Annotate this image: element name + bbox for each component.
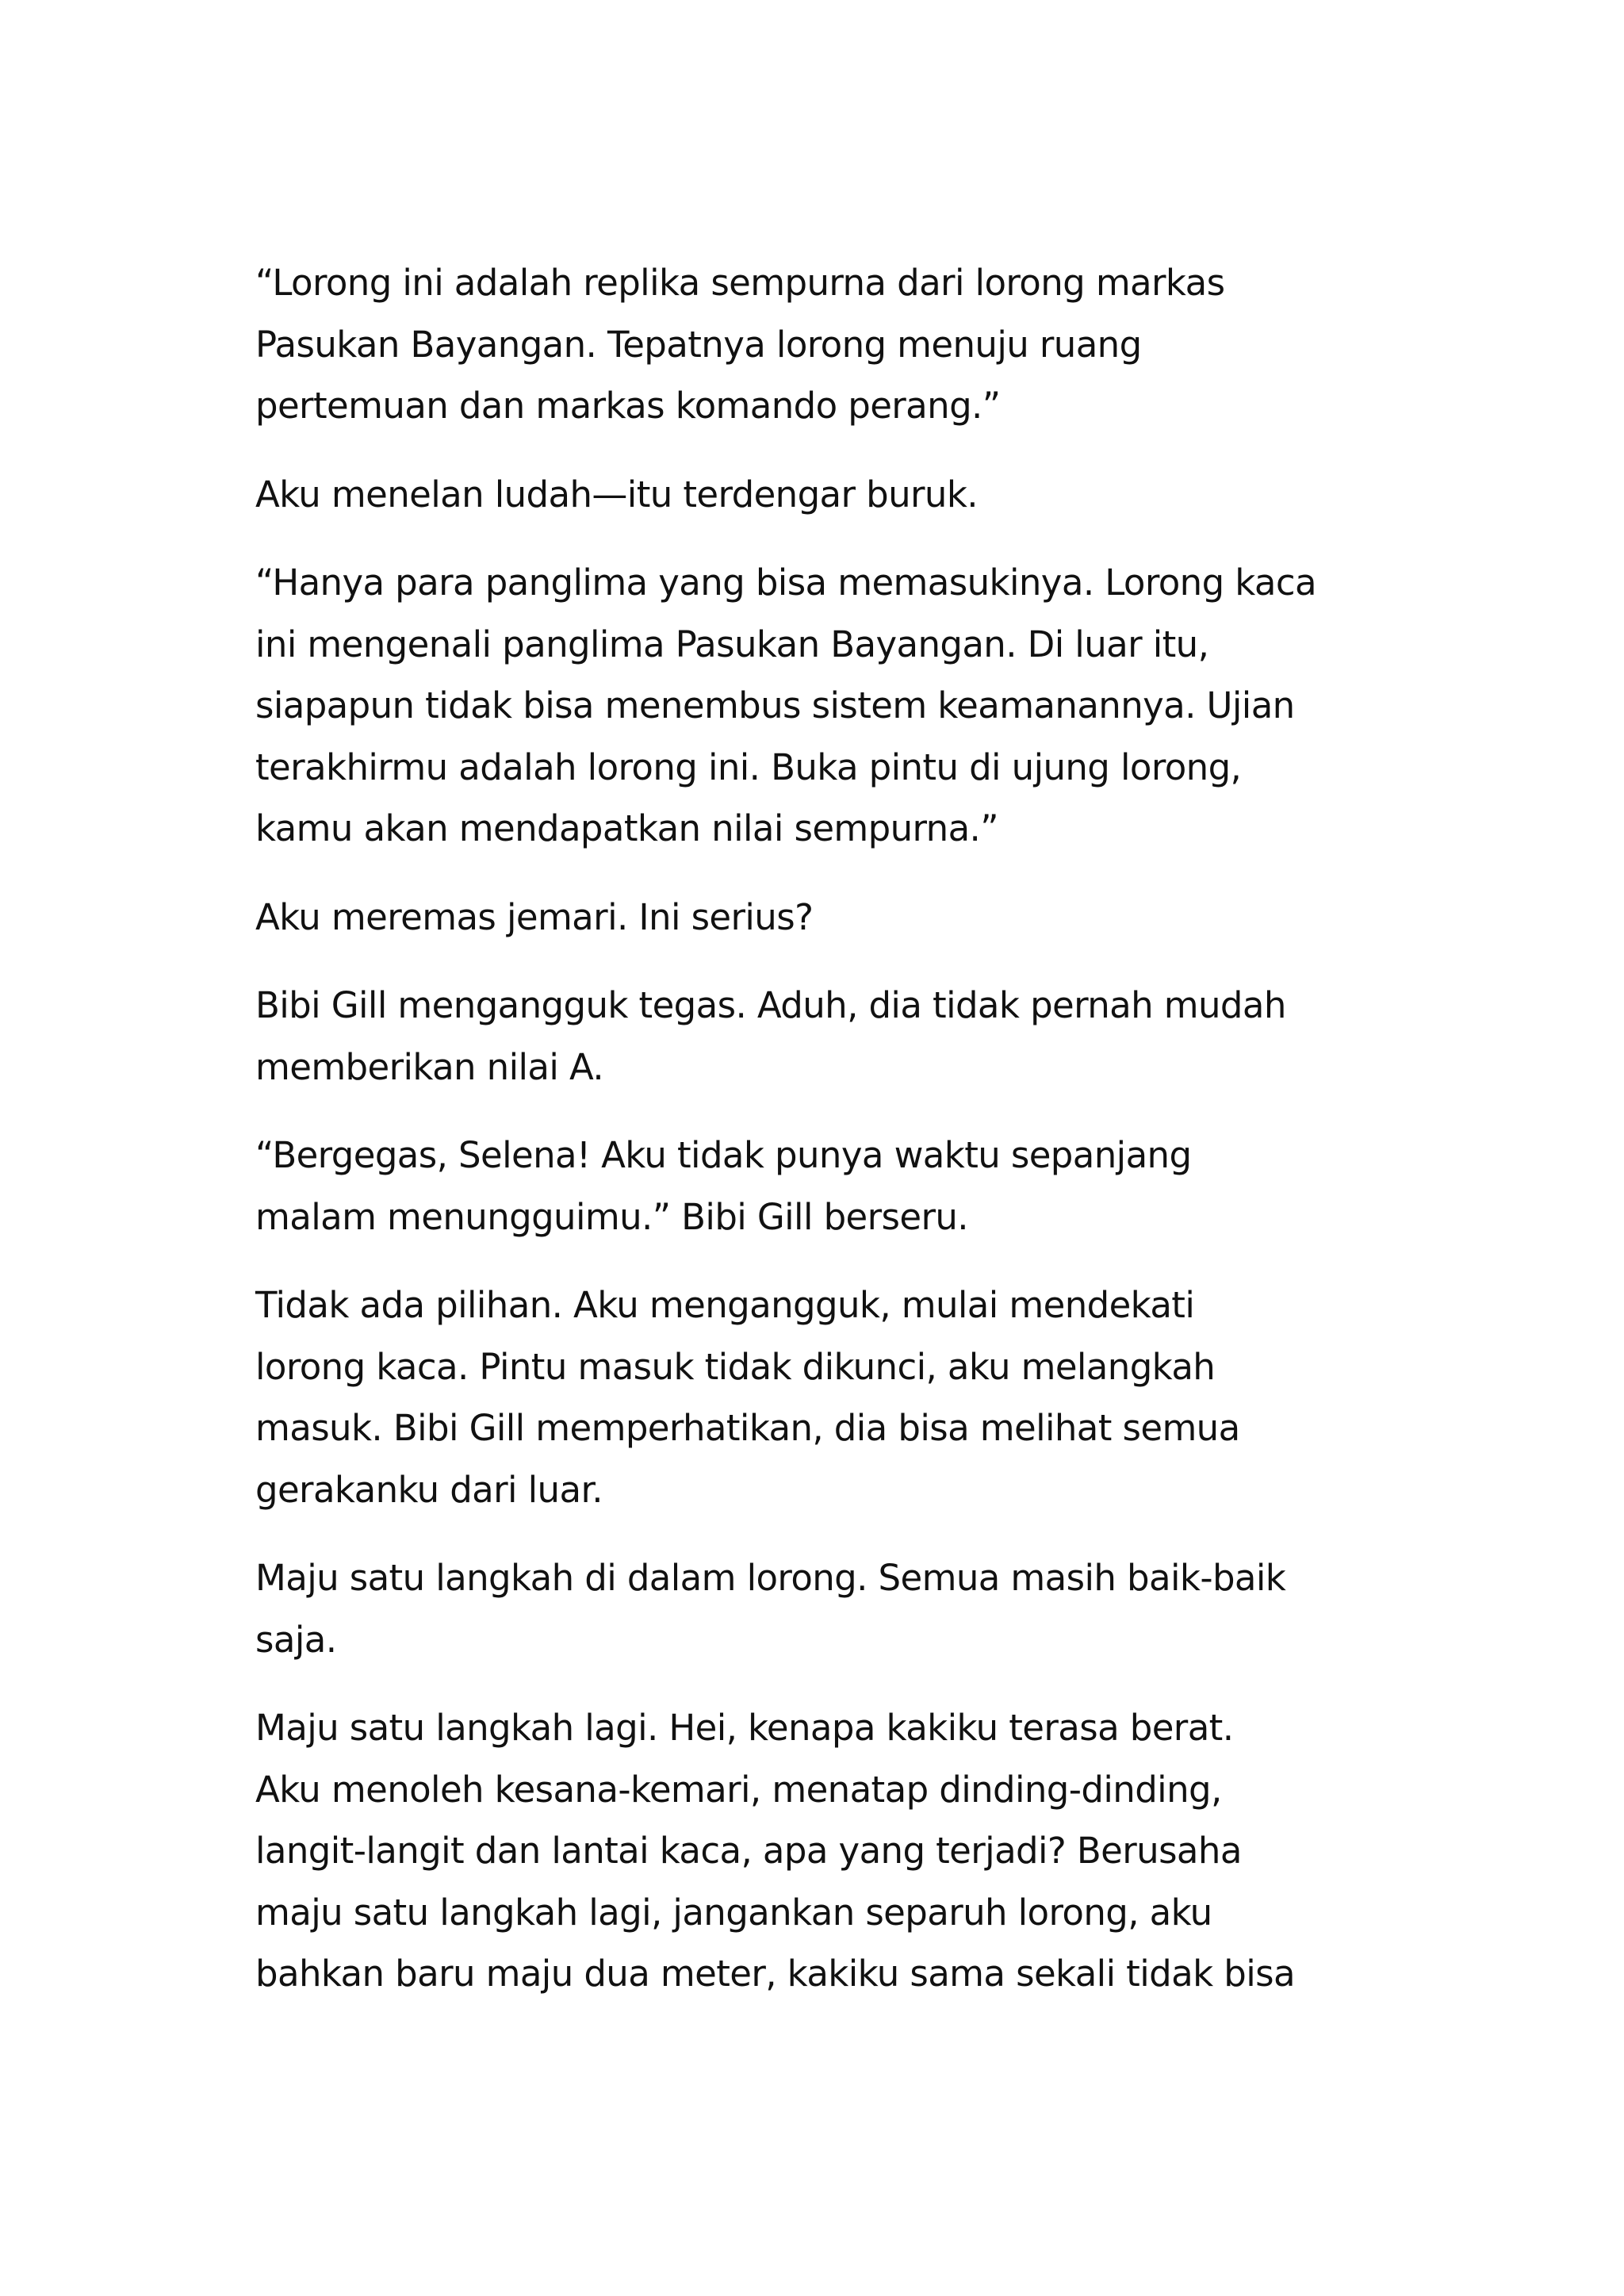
paragraph-5: [255, 975, 1389, 1098]
text-line: ini mengenali panglima Pasukan Bayangan. Di luar itu,: [255, 623, 1209, 665]
paragraph-9: [255, 1697, 1389, 2005]
text-line: Aku menelan ludah—itu terdengar buruk.: [255, 473, 978, 516]
text-line: Aku meremas jemari. Ini serius?: [255, 895, 814, 938]
text-line: malam menungguimu.” Bibi Gill berseru.: [255, 1195, 968, 1238]
paragraph-8: [255, 1547, 1389, 1670]
paragraph-3: [255, 552, 1389, 860]
text-line: “Bergegas, Selena! Aku tidak punya waktu sepanjang: [255, 1134, 1192, 1176]
text-line: memberikan nilai A.: [255, 1045, 604, 1088]
paragraph-6: [255, 1125, 1389, 1248]
text-line: saja.: [255, 1618, 337, 1661]
paragraph-7: [255, 1274, 1389, 1520]
paragraph-2: [255, 464, 1389, 526]
text-line: siapapun tidak bisa menembus sistem keamanannya. Ujian: [255, 684, 1295, 726]
text-line: kamu akan mendapatkan nilai sempurna.”: [255, 807, 998, 849]
text-line: maju satu langkah lagi, jangankan separuh lorong, aku: [255, 1891, 1212, 1934]
text-line: Bibi Gill mengangguk tegas. Aduh, dia tidak pernah mudah: [255, 984, 1286, 1026]
text-line: langit-langit dan lantai kaca, apa yang terjadi? Berusaha: [255, 1830, 1242, 1872]
text-line: Tidak ada pilihan. Aku mengangguk, mulai mendekati: [255, 1284, 1195, 1326]
text-line: lorong kaca. Pintu masuk tidak dikunci, aku melangkah: [255, 1345, 1216, 1388]
text-line: masuk. Bibi Gill memperhatikan, dia bisa melihat semua: [255, 1407, 1240, 1449]
text-line: Maju satu langkah lagi. Hei, kenapa kakiku terasa berat.: [255, 1707, 1234, 1749]
text-line: Maju satu langkah di dalam lorong. Semua masih baik-baik: [255, 1557, 1286, 1599]
paragraph-1: [255, 252, 1389, 437]
text-line: Aku menoleh kesana-kemari, menatap dinding-dinding,: [255, 1768, 1222, 1811]
paragraph-4: [255, 887, 1389, 949]
text-line: “Lorong ini adalah replika sempurna dari lorong markas: [255, 262, 1225, 304]
text-line: “Hanya para panglima yang bisa memasukinya. Lorong kaca: [255, 562, 1317, 604]
text-line: pertemuan dan markas komando perang.”: [255, 385, 1001, 427]
text-line: gerakanku dari luar.: [255, 1468, 603, 1511]
page-body: [255, 252, 1389, 2032]
text-line: bahkan baru maju dua meter, kakiku sama sekali tidak bisa: [255, 1953, 1295, 1995]
text-line: terakhirmu adalah lorong ini. Buka pintu di ujung lorong,: [255, 746, 1242, 788]
text-line: Pasukan Bayangan. Tepatnya lorong menuju ruang: [255, 323, 1142, 366]
